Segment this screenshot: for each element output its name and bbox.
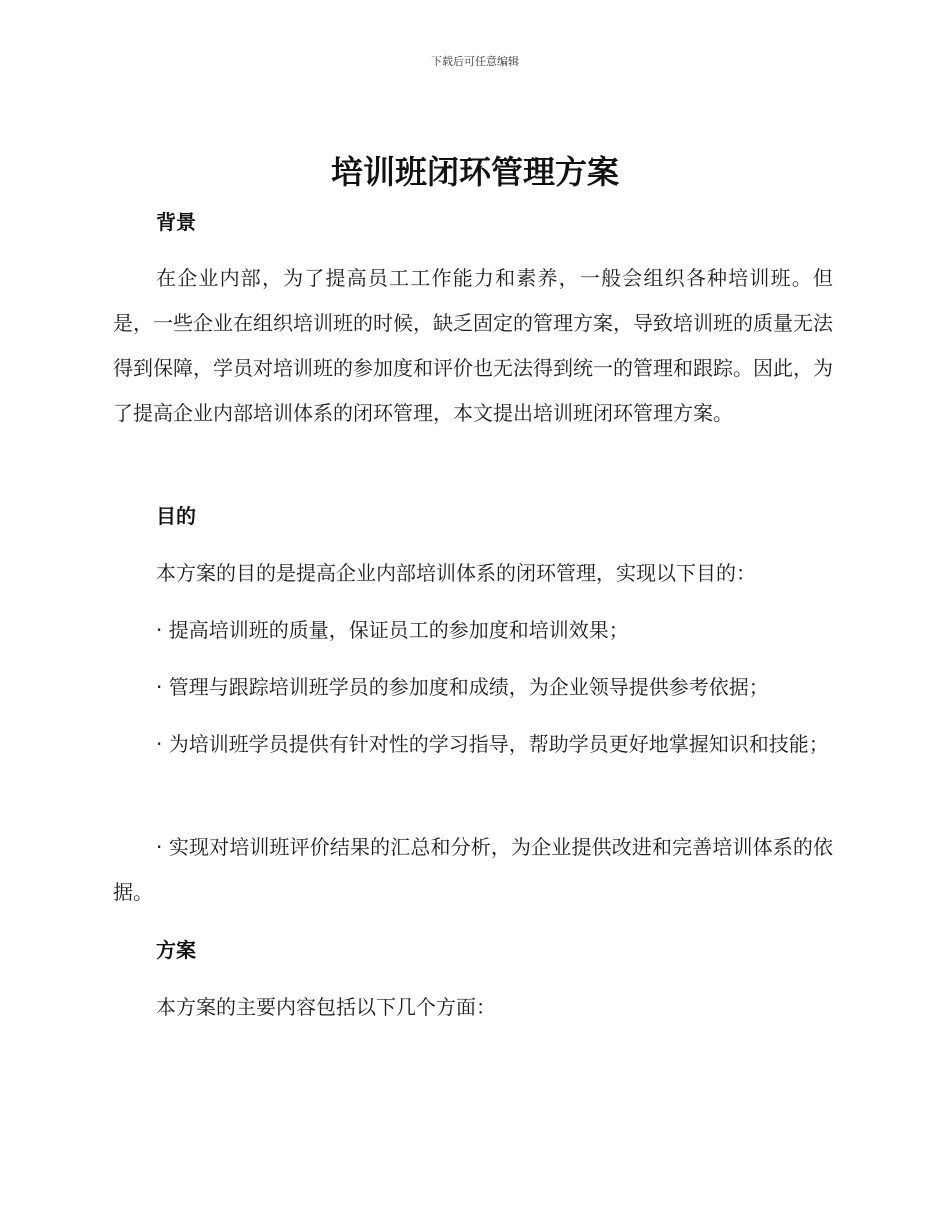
background-paragraph: 在企业内部，为了提高员工工作能力和素养，一般会组织各种培训班。但是，一些企业在组织培训班的时候，缺乏固定的管理方案，导致培训班的质量无法得到保障，学员对培训班的参加度和评价也无法得到统一的管理和跟踪。因此，为了提高企业内部培训体系的闭环管理，本文提出培训班闭环管理方案。 <box>113 266 833 425</box>
section-heading-purpose: 目的 <box>156 504 196 528</box>
purpose-intro-paragraph: 本方案的目的是提高企业内部培训体系的闭环管理，实现以下目的： <box>156 561 756 585</box>
purpose-goal-item: · 为培训班学员提供有针对性的学习指导，帮助学员更好地掌握知识和技能； <box>156 732 829 756</box>
section-heading-plan: 方案 <box>156 938 196 962</box>
section-heading-background: 背景 <box>156 210 196 234</box>
document-title: 培训班闭环管理方案 <box>330 153 619 191</box>
purpose-goal-item: · 实现对培训班评价结果的汇总和分析，为企业提供改进和完善培训体系的依据。 <box>113 835 833 904</box>
purpose-goal-item: · 管理与跟踪培训班学员的参加度和成绩，为企业领导提供参考依据； <box>156 675 769 699</box>
plan-intro-paragraph: 本方案的主要内容包括以下几个方面： <box>156 995 496 1019</box>
purpose-goal-item: · 提高培训班的质量，保证员工的参加度和培训效果； <box>156 618 629 642</box>
header-note: 下载后可任意编辑 <box>431 55 519 68</box>
